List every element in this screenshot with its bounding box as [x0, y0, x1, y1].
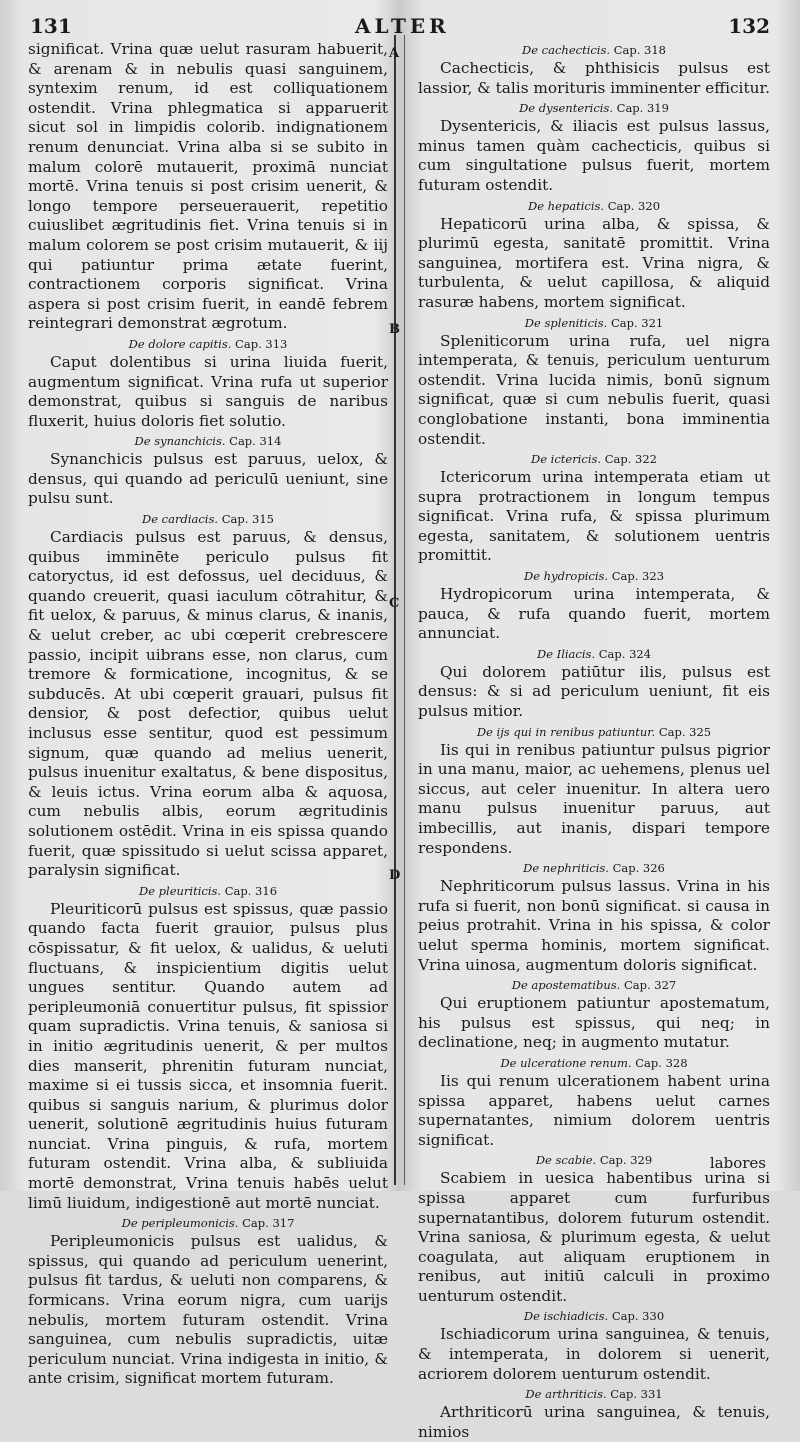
chapter-title: De ulceratione renum.: [500, 1055, 632, 1070]
paragraph: Scabiem in uesica habentibus urina si spissa apparet cum furfuribus supernatantibus, dolorem futurum ostendit. Vrina saniosa, & plurimum egesta, & uelut coagulata, aut aliquam eruptionem in renibus, aut initiū calculi in proximo uenturum ostendit.: [418, 1169, 770, 1305]
chapter-number: Cap. 322: [604, 452, 657, 467]
paragraph: significat. Vrina quæ uelut rasuram habuerit, & arenam & in nebulis quasi sanguinem, syntexim renum, id est colliquationem ostendit. Vrina phlegmatica si apparuerit sicut sol in limpidis colorib. indignationem renum denunciat. Vrina alba si se subito in malum colorē mutauerit, proximā nunciat mortē. Vrina tenuis si post crisim uenerit, & longo tempore perseuerauerit, repetitio cuiuslibet ægritudinis fiet. Vrina tenuis si in malum colorem se post crisim mutauerit, & iij qui patiuntur prima ætate fuerint, contractionem corporis significat. Vrina aspera si post crisim fuerit, in eandē febrem reintegrari demonstrat ægrotum.: [28, 40, 388, 333]
chapter-number: Cap. 321: [610, 315, 664, 330]
paragraph: Nephriticorum pulsus lassus. Vrina in his rufa si fuerit, non bonū significat. si causa in peius protrahit. Vrina in his spissa, & color uelut sperma hominis, mortem significat. Vrina uinosa, augmentum doloris significat.: [418, 877, 770, 974]
paragraph: Iis qui in renibus patiuntur pulsus pigrior in una manu, maior, ac uehemens, plenus uel siccus, aut celer inuenitur. In altera uero manu pulsus inuenitur paruus, aut imbecillis, aut inanis, dispari tempore respondens.: [418, 740, 770, 857]
chapter-title: De pleuriticis.: [138, 883, 222, 898]
chapter-heading: [418, 42, 770, 58]
chapter-number: Cap. 319: [616, 101, 669, 116]
paragraph: Ischiadicorum urina sanguinea, & tenuis, & intemperata, in dolorem si uenerit, acriorem dolorem uenturum ostendit.: [418, 1325, 770, 1383]
margin-letter-b: B: [389, 322, 400, 337]
catchword: labores: [709, 1154, 766, 1172]
chapter-number: Cap. 326: [612, 861, 665, 876]
margin-letter-a: A: [389, 46, 400, 61]
paragraph: Peripleumonicis pulsus est ualidus, & spissus, qui quando ad periculum uenerint, pulsus fit tardus, & ueluti non comparens, & formicans. Vrina eorum nigra, cum uarijs nebulis, mortem futuram ostendit. Vrina sanguinea, cum nebulis supradictis, uitæ periculum nunciat. Vrina indigesta in initio, & ante crisim, significat mortem futuram.: [28, 1232, 388, 1388]
margin-letter-d: D: [389, 868, 401, 883]
paragraph: Synanchicis pulsus est paruus, uelox, & densus, qui quando ad periculū ueniunt, sine pulsu sunt.: [28, 450, 388, 508]
paragraph: Spleniticorum urina rufa, uel nigra intemperata, & tenuis, periculum uenturum ostendit. Vrina lucida nimis, bonū signum significat, quæ si cum nebulis fuerit, quasi conglobatione instanti, bona imminentia ostendit.: [418, 331, 770, 448]
paragraph: Qui eruptionem patiuntur apostematum, his pulsus est spissus, qui neq; in declinatione, neq; in augmento mutatur.: [418, 994, 770, 1052]
column-rule-inner: [404, 35, 405, 1185]
page-header: [0, 0, 800, 40]
chapter-title: De ictericis.: [530, 452, 602, 467]
chapter-title: De hepaticis.: [527, 198, 605, 213]
chapter-heading: [28, 336, 388, 352]
chapter-title: De cardiacis.: [142, 512, 219, 527]
chapter-title: De hydropicis.: [523, 569, 609, 584]
paragraph: Pleuriticorū pulsus est spissus, quæ passio quando facta fuerit grauior, pulsus plus cōspissatur, & fit uelox, & ualidus, & ueluti fluctuans, & inspicientium digitis uelut ungues sentitur. Quando autem ad peripleumoniā conuertitur pulsus, fit spissior quam supradictis. Vrina tenuis, & saniosa si in initio ægritudinis uenerit, & per multos dies manserit, phrenitin futuram nunciat, maxime si ei tussis sicca, et insomnia fuerit. quibus si sanguis narium, & plurimus dolor uenerit, solutionē ægritudinis huius futuram nunciat. Vrina pinguis, & rufa, mortem futuram ostendit. Vrina alba, & subliuida mortē demonstrat, Vrina tenuis habēs uelut limū liuidum, indigestionē aut mortē nunciat.: [28, 899, 388, 1212]
chapter-title: De Iliacis.: [536, 646, 596, 661]
paragraph: Cachecticis, & phthisicis pulsus est lassior, & talis morituris imminenter efficitur.: [418, 59, 770, 97]
chapter-title: De cachecticis.: [522, 43, 611, 57]
chapter-heading: [418, 977, 770, 993]
chapter-heading: [418, 451, 770, 467]
paragraph: Caput dolentibus si urina liuida fuerit, augmentum significat. Vrina rufa ut superior demonstrat, quibus si sanguis de naribus fluxerit, huius doloris fiet solutio.: [28, 352, 388, 430]
chapter-number: Cap. 323: [611, 569, 665, 584]
chapter-title: De spleniticis.: [524, 315, 608, 330]
chapter-number: Cap. 331: [610, 1387, 663, 1402]
chapter-number: Cap. 316: [224, 883, 278, 898]
chapter-title: De scabie.: [535, 1153, 597, 1168]
chapter-title: De ischiadicis.: [523, 1309, 609, 1324]
chapter-heading: [28, 1215, 388, 1231]
chapter-title: De synanchicis.: [134, 434, 226, 449]
chapter-number: Cap. 325: [658, 724, 712, 739]
paragraph: Cardiacis pulsus est paruus, & densus, quibus imminēte periculo pulsus fit catoryctus, id est defossus, uel deciduus, & quando creuerit, quasi iaculum cōtrahitur, & fit uelox, & paruus, & minus clarus, & inanis, & uelut creber, ac ubi cœperit crebrescere passio, incipit uibrans esse, non clarus, cum tremore & formicatione, incognitus, & se subducēs. At ubi cœperit grauari, pulsus fit densior, & post defectior, quibus uelut inclusus esse sentitur, quod est pessimum signum, quæ quando ad melius uenerit, pulsus inuenitur exaltatus, & bene dispositus, & leuis ictus. Vrina eorum alba & aquosa, cum nebulis albis, eorum ægritudinis solutionem ostēdit. Vrina in eis spissa quando fuerit, quæ spissitudo si uelut scissa apparet, paralysin significat.: [28, 528, 388, 880]
chapter-number: Cap. 330: [611, 1309, 665, 1324]
chapter-number: Cap. 328: [635, 1055, 688, 1070]
chapter-heading: [418, 646, 770, 662]
right-column: [418, 40, 770, 1441]
chapter-number: Cap. 327: [623, 978, 677, 993]
chapter-heading: [418, 724, 770, 740]
paragraph: Hepaticorū urina alba, & spissa, & plurimū egesta, sanitatē promittit. Vrina sanguinea, mortifera est. Vrina nigra, & turbulenta, & uelut capillosa, & aliquid rasuræ habens, mortem significat.: [418, 214, 770, 311]
page-number-left: 131: [30, 14, 72, 38]
left-column: [28, 40, 388, 1388]
chapter-number: Cap. 320: [607, 198, 661, 213]
chapter-number: Cap. 314: [229, 434, 282, 449]
page-number-right: 132: [728, 14, 770, 38]
chapter-number: Cap. 315: [221, 512, 274, 527]
chapter-title: De apostematibus.: [511, 978, 621, 993]
chapter-heading: [418, 1308, 770, 1324]
chapter-heading: [418, 315, 770, 331]
chapter-title: De nephriticis.: [523, 861, 609, 876]
chapter-number: Cap. 317: [242, 1216, 295, 1231]
chapter-heading: [28, 511, 388, 527]
chapter-title: De dolore capitis.: [128, 336, 232, 351]
chapter-heading: [418, 860, 770, 876]
chapter-heading: [418, 100, 770, 116]
running-title: ALTER: [355, 14, 450, 38]
margin-letter-c: C: [389, 596, 400, 611]
chapter-heading: [418, 1055, 770, 1071]
chapter-heading: [28, 883, 388, 899]
chapter-heading: [418, 568, 770, 584]
chapter-title: De dysentericis.: [519, 101, 613, 116]
paragraph: Dysentericis, & iliacis est pulsus lassus, minus tamen quàm cachecticis, quibus si cum singultatione pulsus fuerit, mortem futuram ostendit.: [418, 117, 770, 194]
chapter-number: Cap. 313: [235, 336, 288, 351]
chapter-heading: [28, 433, 388, 449]
chapter-number: Cap. 329: [599, 1153, 653, 1168]
paragraph: Iis qui renum ulcerationem habent urina spissa apparet, habens uelut carnes supernatantes, nimium dolorem uentris significat.: [418, 1071, 770, 1149]
chapter-number: Cap. 318: [613, 43, 666, 57]
paragraph: Qui dolorem patiūtur ilis, pulsus est densus: & si ad periculum ueniunt, fit eis pulsus mitior.: [418, 662, 770, 721]
chapter-number: Cap. 324: [598, 646, 652, 661]
paragraph: Arthriticorū urina sanguinea, & tenuis, nimios: [418, 1403, 770, 1441]
paragraph: Hydropicorum urina intemperata, & pauca, & rufa quando fuerit, mortem annunciat.: [418, 585, 770, 643]
paragraph: Ictericorum urina intemperata etiam ut supra protractionem in longum tempus significat. Vrina rufa, & spissa plurimum egesta, sanitatem, & solutionem uentris promittit.: [418, 468, 770, 565]
chapter-title: De peripleumonicis.: [121, 1216, 239, 1231]
chapter-title: De ijs qui in renibus patiuntur.: [476, 724, 656, 739]
chapter-heading: [418, 198, 770, 214]
chapter-heading: [418, 1386, 770, 1402]
chapter-title: De arthriticis.: [525, 1387, 607, 1402]
